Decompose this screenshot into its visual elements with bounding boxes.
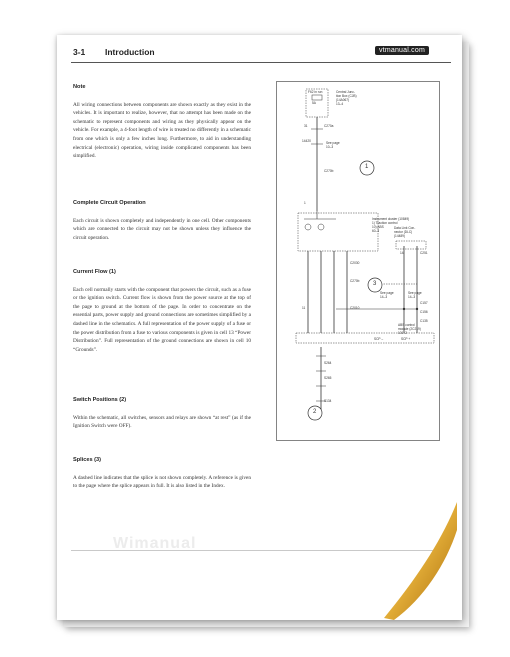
label-see-page-mid: See page 14–3: [380, 291, 394, 299]
label-fuse-rating: 5A: [312, 101, 316, 105]
wire-label: C2010: [350, 306, 360, 310]
wire-label: C251: [420, 251, 428, 255]
wire-label: 31: [304, 124, 308, 128]
section-heading: Complete Circuit Operation: [73, 200, 146, 206]
wire-label: C270b: [324, 169, 334, 173]
section-heading: Current Flow (1): [73, 269, 116, 275]
section-splices: [73, 456, 251, 491]
wire-label: 14: [400, 251, 404, 255]
wire-label: 14420: [302, 139, 311, 143]
label-abs-module: ABS control module (2C219) 101–2: [398, 323, 421, 335]
section-body: A dashed line indicates that the splice is not shown completely. A reference is given to the page where the splice appears in full. It is also listed in the Index.: [73, 474, 251, 490]
section-complete-circuit: [73, 199, 251, 242]
label-fuse: F62 in run: [308, 90, 323, 94]
section-heading: Splices (3): [73, 457, 101, 463]
label-central-junction-box: Central Junc- tion Box (CJB) (14A067) 13–4: [336, 90, 357, 106]
section-current-flow: [73, 268, 251, 354]
callout-3: 3: [373, 281, 377, 287]
wire-label: C270b: [350, 279, 360, 283]
section-body: Each cell normally starts with the component that powers the circuit, such as a fuse or the ignition switch. Current flow is shown from the power source at the top of the page to ground at the bottom of the page. In order to concentrate on the essential parts, power supply and ground connections are sometimes simplified by a dashed line in the schematics. A full representation of the power supply of a fuse or the power distribution from a fuse to various components is given in cell 13 “Power Distribution”. Full representation of the ground connections are shown in cell 10 “Grounds”.: [73, 286, 251, 353]
callout-2: 2: [313, 409, 317, 415]
wire-label: 1: [304, 201, 306, 205]
section-heading: Switch Positions (2): [73, 397, 127, 403]
wire-label: 11: [302, 306, 306, 310]
label-instrument-cluster: Instrument cluster (10849) 1) Traction control 10) ABS 60–3: [372, 217, 410, 233]
wire-label: S134: [324, 399, 332, 403]
wire-label: C135: [420, 319, 428, 323]
wire-label: C2030: [350, 261, 360, 265]
label-scp-minus: SCP –: [374, 337, 384, 341]
wire-label: C270a: [324, 124, 334, 128]
section-body: All wiring connections between components are shown exactly as they exist in the vehicles. It is important to realize, however, that no attempt has been made on the schematic to represent components and wiring as they physically appear on the vehicle. For example, a 4-foot length of wire is treated no differently in a schematic from one which is only a few inches long. Furthermore, to aid in understanding electrical (electronic) operation, wiring inside complicated components has been simplified.: [73, 101, 251, 160]
section-body: Each circuit is shown completely and independently in one cell. Other components which are connected to the circuit may not be shown unless they influence the circuit operation.: [73, 217, 251, 241]
section-number: 3-1: [73, 47, 86, 57]
wiring-schematic: [276, 81, 440, 441]
label-see-page-left: See page 10–3: [326, 141, 340, 149]
section-switch-positions: [73, 396, 251, 431]
wire-label: S264: [324, 361, 332, 365]
label-data-link-connector: Data Link Con- nector (DLC) (14489): [394, 226, 416, 238]
header-rule: [71, 62, 451, 63]
section-title: Introduction: [105, 47, 155, 57]
page-curl-graphic: [382, 500, 457, 625]
section-note: [73, 83, 251, 161]
wire-label: S265: [324, 376, 332, 380]
site-watermark-badge: vtmanual.com: [375, 46, 429, 55]
section-heading: Note: [73, 84, 86, 90]
section-body: Within the schematic, all switches, sensors and relays are shown “at rest” (as if the Ignition Switch were OFF).: [73, 414, 251, 430]
wire-label: C157: [420, 301, 428, 305]
label-scp-plus: SCP +: [401, 337, 411, 341]
label-see-page-right: See page 14–3: [408, 291, 422, 299]
callout-1: 1: [365, 164, 369, 170]
faded-logo-watermark: Wimanual: [113, 535, 197, 552]
wire-label: C156: [420, 310, 428, 314]
